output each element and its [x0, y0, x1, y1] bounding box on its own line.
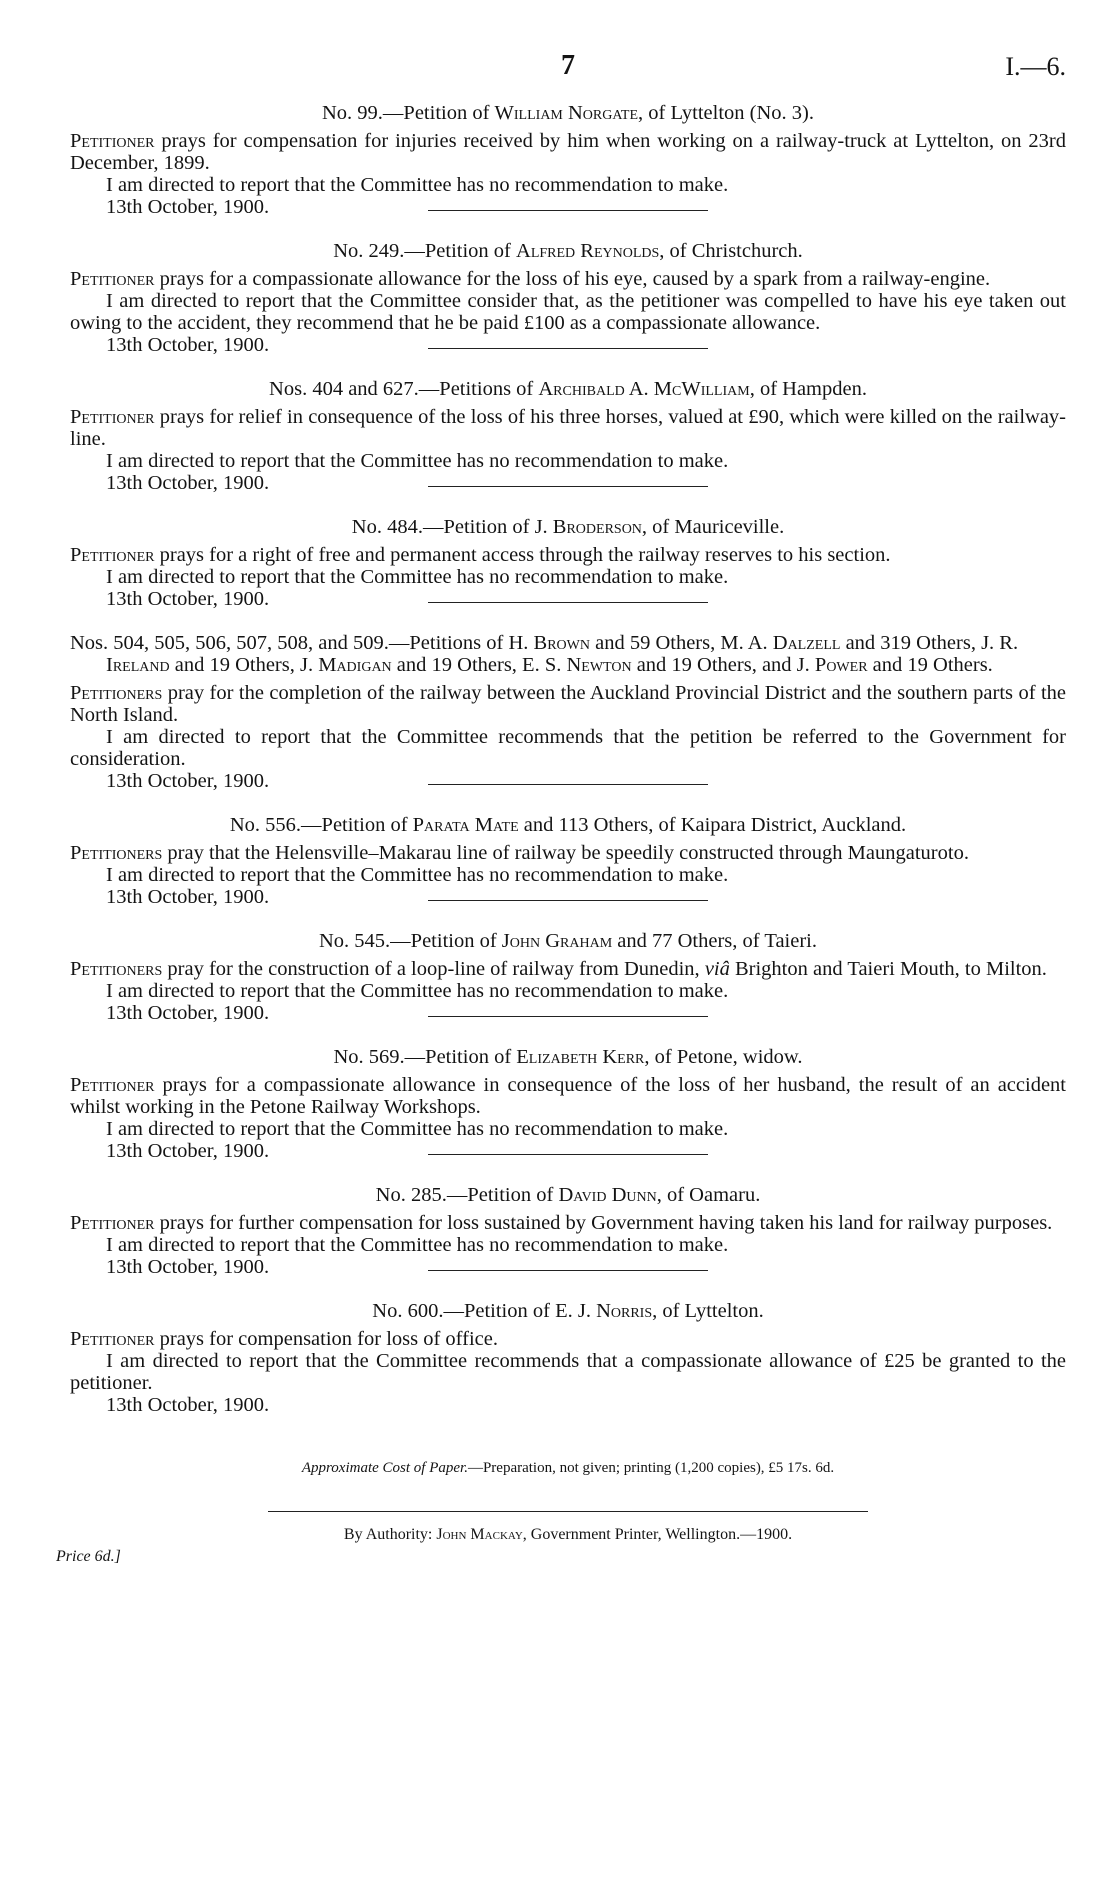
petition-date: 13th October, 1900.: [70, 886, 1066, 908]
petition-title: No. 545.—Petition of John Graham and 77 Others, of Taieri.: [319, 930, 817, 952]
petitioner-name: John Graham: [501, 930, 613, 952]
petition-entry: [70, 102, 1066, 218]
petitioner-name: Dalzell: [772, 632, 841, 654]
petition-date: 13th October, 1900.: [70, 334, 1066, 356]
page-number: 7: [561, 50, 575, 81]
petition-title: No. 569.—Petition of Elizabeth Kerr, of Petone, widow.: [333, 1046, 803, 1068]
petition-title: No. 600.—Petition of E. J. Norris, of Lyttelton.: [372, 1300, 764, 1322]
petition-entry: [70, 1046, 1066, 1162]
section-divider: [428, 1154, 708, 1155]
petition-date: 13th October, 1900.: [70, 588, 1066, 610]
petition-title: No. 285.—Petition of David Dunn, of Oamaru.: [375, 1184, 761, 1206]
petitioner-name: Elizabeth Kerr: [516, 1046, 645, 1068]
petitioner-name: Ireland: [106, 654, 170, 676]
committee-report: I am directed to report that the Committee has no recommendation to make.: [106, 980, 729, 1002]
petition-prayer: Petitioner prays for further compensation for loss sustained by Government having taken his land for railway purposes.: [70, 1212, 1053, 1234]
petitioner-name: David Dunn: [558, 1184, 657, 1206]
price-note: Price 6d.]: [56, 1548, 121, 1565]
petition-title: No. 484.—Petition of J. Broderson, of Mauriceville.: [351, 516, 785, 538]
petition-prayer: Petitioner prays for relief in consequence of the loss of his three horses, valued at £90, which were killed on the railway-line.: [70, 406, 1066, 450]
section-divider: [428, 486, 708, 487]
petition-prayer: Petitioner prays for compensation for loss of office.: [70, 1328, 498, 1350]
committee-report: I am directed to report that the Committee recommends that a compassionate allowance of £25 be granted to the petitioner.: [70, 1350, 1066, 1394]
petitioner-name: E. J. Norris: [555, 1300, 653, 1322]
petition-entry: [70, 378, 1066, 494]
cost-note: Approximate Cost of Paper.—Preparation, not given; printing (1,200 copies), £5 17s. 6d.: [301, 1460, 835, 1476]
petitioner-name: Madigan: [318, 654, 392, 676]
petitioner-name: William Norgate: [494, 102, 639, 124]
petitioner-name: Parata Mate: [412, 814, 519, 836]
petition-prayer: Petitioners pray for the completion of the railway between the Auckland Provincial District and the southern parts of the North Island.: [70, 682, 1066, 726]
petition-prayer: Petitioner prays for a right of free and permanent access through the railway reserves to his section.: [70, 544, 891, 566]
page-header: [70, 50, 1066, 94]
petition-entry: [70, 516, 1066, 610]
section-divider: [428, 784, 708, 785]
section-divider: [428, 1016, 708, 1017]
section-divider: [428, 210, 708, 211]
section-divider: [428, 900, 708, 901]
section-divider: [428, 602, 708, 603]
petition-title: Nos. 404 and 627.—Petitions of Archibald A. McWilliam, of Hampden.: [269, 378, 867, 400]
petition-entry: [70, 240, 1066, 356]
document-page: [56, 50, 1066, 1574]
petitioner-name: Brown: [533, 632, 590, 654]
petition-title: No. 99.—Petition of William Norgate, of Lyttelton (No. 3).: [322, 102, 814, 124]
committee-report: I am directed to report that the Committee has no recommendation to make.: [106, 1118, 729, 1140]
petition-prayer: Petitioners pray that the Helensville–Makarau line of railway be speedily constructed through Maungaturoto.: [70, 842, 969, 864]
petition-date: 13th October, 1900.: [70, 1002, 1066, 1024]
petition-date: 13th October, 1900.: [70, 196, 1066, 218]
section-divider: [428, 1270, 708, 1271]
petition-entry: [70, 1184, 1066, 1278]
committee-report: I am directed to report that the Committee recommends that the petition be referred to the Government for consideration.: [70, 726, 1066, 770]
committee-report: I am directed to report that the Committee has no recommendation to make.: [106, 1234, 729, 1256]
document-reference: I.—6.: [1005, 52, 1066, 81]
petition-entry: [70, 1300, 1066, 1416]
petition-prayer: Petitioner prays for compensation for injuries received by him when working on a railway-truck at Lyttelton, on 23rd December, 1899.: [70, 130, 1066, 174]
committee-report: I am directed to report that the Committee consider that, as the petitioner was compelled to have his eye taken out owing to the accident, they recommend that he be paid £100 as a compassionate allowance.: [70, 290, 1066, 334]
committee-report: I am directed to report that the Committee has no recommendation to make.: [106, 174, 729, 196]
petitioner-name: J. Broderson: [534, 516, 642, 538]
petition-prayer: Petitioners pray for the construction of a loop-line of railway from Dunedin, viâ Brighton and Taieri Mouth, to Milton.: [70, 958, 1047, 980]
petition-entry: [70, 814, 1066, 908]
petitioner-name: Alfred Reynolds: [516, 240, 660, 262]
petition-date: 13th October, 1900.: [70, 1140, 1066, 1162]
committee-report: I am directed to report that the Committee has no recommendation to make.: [106, 566, 729, 588]
committee-report: I am directed to report that the Committee has no recommendation to make.: [106, 864, 729, 886]
footer-divider: [268, 1511, 868, 1512]
petitioner-name: Power: [814, 654, 868, 676]
section-divider: [428, 348, 708, 349]
petition-prayer: Petitioner prays for a compassionate allowance in consequence of the loss of her husband, the result of an accident whilst working in the Petone Railway Workshops.: [70, 1074, 1066, 1118]
petition-date: 13th October, 1900.: [70, 1256, 1066, 1278]
petition-title: No. 249.—Petition of Alfred Reynolds, of Christchurch.: [333, 240, 803, 262]
petition-date: 13th October, 1900.: [70, 770, 1066, 792]
petitioner-name: Newton: [566, 654, 632, 676]
imprint: [56, 1524, 1066, 1574]
petition-date: 13th October, 1900.: [106, 1394, 270, 1416]
petition-prayer: Petitioner prays for a compassionate allowance for the loss of his eye, caused by a spark from a railway-engine.: [70, 268, 991, 290]
committee-report: I am directed to report that the Committee has no recommendation to make.: [106, 450, 729, 472]
petition-entry: [70, 632, 1066, 792]
petition-title: No. 556.—Petition of Parata Mate and 113 Others, of Kaipara District, Auckland.: [229, 814, 907, 836]
petition-title: Nos. 504, 505, 506, 507, 508, and 509.—Petitions of H. Brown and 59 Others, M. A. Dalzell and 319 Others, J. R. Ireland and 19 Others, J. Madigan and 19 Others, E. S. Newton and 19 Others, and J. Power and 19 Others.: [70, 632, 1019, 676]
printer-authority: By Authority: John Mackay, Government Printer, Wellington.—1900.: [343, 1526, 793, 1543]
petition-date: 13th October, 1900.: [70, 472, 1066, 494]
petition-entry: [70, 930, 1066, 1024]
petitioner-name: Archibald A. McWilliam: [538, 378, 750, 400]
